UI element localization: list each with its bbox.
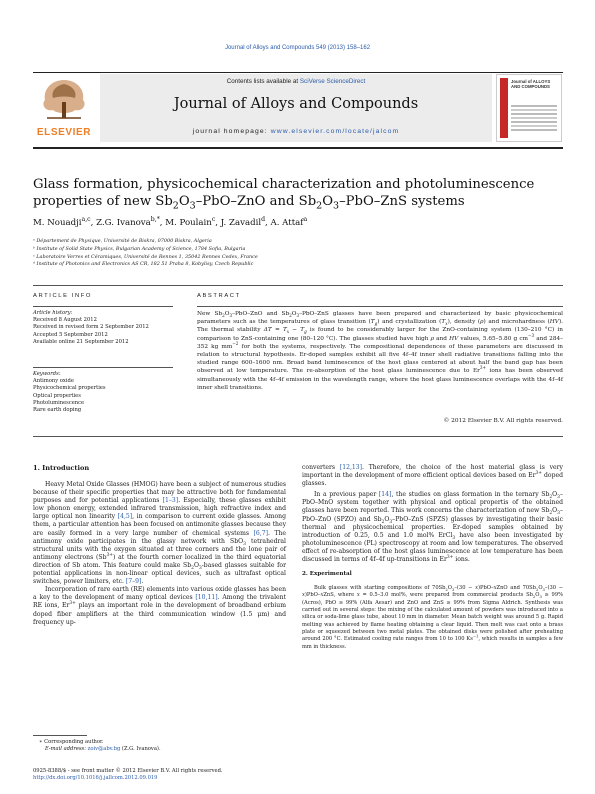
intro-paragraph-3: converters [12,13]. Therefore, the choice of the host material glass is very important in the development of more efficient optical devices based on $Er^{3+}$ doped glasses. xyxy=(302,464,563,488)
email-line xyxy=(33,746,286,753)
masthead-top-rule xyxy=(33,72,563,73)
intro-paragraph-2: Incorporation of rare earth (RE) elements into various oxide glasses has been a key to the development of many optical devices [10,11]. Among the trivalent RE ions, $Er^{3+}$ plays an important role in the development of broadband erbium doped fiber amplifiers at the third communication window (1.5 μm) and frequency up- xyxy=(33,586,286,626)
abstract-bottom-rule xyxy=(33,436,563,437)
cover-red-stripe xyxy=(500,78,508,138)
right-column xyxy=(302,464,563,651)
history-revised: Received in revised form 2 September 2012 xyxy=(33,324,149,331)
article-title xyxy=(33,176,563,210)
article-info-rule xyxy=(33,306,173,307)
affiliations xyxy=(33,238,563,269)
keywords-rule xyxy=(33,367,173,368)
copyright: © 2012 Elsevier B.V. All rights reserved. xyxy=(443,418,563,424)
doi-link[interactable]: http://dx.doi.org/10.1016/j.jallcom.2012.09.019 xyxy=(33,775,158,782)
homepage-link[interactable]: www.elsevier.com/locate/jalcom xyxy=(270,128,400,135)
intro-paragraph-4: In a previous paper [14], the studies on glass formation in the ternary $Sb_2O_3-PbO$–MnO system together with physical and optical propertis of the obtained glasses have been reported. This work concerns the characterization of new $Sb_2O_3-PbO$–ZnO (SPZO) and $Sb_2O_3-PbO$–ZnS (SPZS) glasses by investigating their basic thermal and physicochemical properties. Er-doped samples obtained by introduction of 0.25, 0.5 and 1.0 mol% ErCl$_3$ have also been investigated by photoluminescence (PL) spectroscopy at room and low temperatures. The observed effect of re-absorption of the host glass luminescence at low temperature has been discussed in terms of 4f–4f up-transitions in $Er^{3+}$ ions. xyxy=(302,491,563,564)
history-received: Received 8 August 2012 xyxy=(33,317,97,324)
abstract xyxy=(197,293,564,424)
masthead-bottom-rule xyxy=(33,147,563,149)
journal-citation[interactable]: Journal of Alloys and Compounds 549 (2013) 158–162 xyxy=(224,45,371,51)
history-accepted: Accepted 5 September 2012 xyxy=(33,331,108,338)
info-top-rule xyxy=(33,285,563,286)
article-info-heading: ARTICLE INFO xyxy=(33,293,93,299)
affiliation-a: ᵃ Département de Physique, Université de Biskra, 07000 Biskra, Algeria xyxy=(33,238,212,244)
left-column xyxy=(33,464,286,627)
homepage-prefix: journal homepage: xyxy=(192,128,271,135)
email-suffix: (Z.G. Ivanova). xyxy=(120,746,161,753)
abstract-rule xyxy=(197,306,563,307)
footnote-rule xyxy=(33,735,87,736)
affiliation-c: ᶜ Laboratoire Verres et Céramiques, Université de Rennes 1, 35042 Rennes Cedex, France xyxy=(33,253,258,260)
keyword: Physicochemical properties xyxy=(33,385,106,392)
title-line-1: Glass formation, physicochemical characterization and photoluminescence xyxy=(33,177,535,192)
title-line-2: properties of new $Sb_2O_3-PbO$–ZnO and $Sb_2O_3-PbO$–ZnS systems xyxy=(33,194,465,212)
email-label: E-mail address: xyxy=(45,746,88,753)
experimental-heading: 2. Experimental xyxy=(302,571,352,578)
elsevier-wordmark: ELSEVIER xyxy=(36,127,92,138)
elsevier-tree-icon xyxy=(33,74,95,122)
keyword: Photoluminescence xyxy=(33,399,85,406)
journal-homepage xyxy=(100,128,492,135)
keyword: Antimony oxide xyxy=(33,378,74,385)
experimental-text: Bulk glasses with starting compositions of $70Sb_2O_3-(30$ − x)PbO–xZnO and $70Sb_2O_3-(30$ − x)PbO–xZnS, where x = 0.5–3.0 mol%, were prepared from commercial products $Sb_2O_3 \ge 99\%$ (Acros), PbO ≥ 99% (Alfa Aesar) and ZnO and ZnS ≥ 99% from Sigma Aldrich. Synthesis was carried out in several steps: the mixing of the calculated amount of powders was introduced into a silica or soda-lime glass tube, about 10 mm in diameter. Mean batch weight was around 5 g. Rapid melting was achieved by flame heating obtaining a clear liquid. Then melt was cast onto a brass plate or squeezed between two metal plates. The obtained disks were polished after preheating around 200 °C. Estimated cooling rate ranges from 10 to 100 $Ks^{-1}$, which results in samples a few mm in thickness. xyxy=(302,585,564,650)
abstract-text: New $Sb_2O_3-PbO$–ZnO and $Sb_2O_3-PbO$–ZnS glasses have been prepared and characterized by basic physicochemical parameters such as the temperatures of glass transition $(T_g)$ and crystallization $(T_x)$, density (ρ) and microhardness (HV). The thermal stability $\Delta T = T_x - T_g$ is found to be considerably larger for the ZnO-containing system (130–210 °C) in comparison to ZnS-containing one (80–120 °C). The glasses studied have high ρ and HV values, 5.65–5.80 g $cm^{-3}$ and 284–352 kg $mm^{-2}$ for both the systems, respectively. The compositional dependences of these parameters are discussed in relation to structural hypothesis. Er-doped samples exhibit all five 4f–4f inner shell radiative transitions falling into the studied range 600–1600 nm. Broad band luminescence of the host glass centered at about half the band gap has been observed at low temperature. The re-absorption of the host glass luminescence due to $Er^{3+}$ ions has been observed simultaneously with the 4f–4f emission in the wavelength range, where the host glass luminescence overlaps with the 4f–4f inner shell transitions. xyxy=(197,311,564,391)
keywords-label: Keywords: xyxy=(33,371,61,377)
intro-paragraph-1: Heavy Metal Oxide Glasses (HMOG) have been a subject of numerous studies because of their specific properties that may be attractive both for fundamental purposes and for potential applications [1–3]. Especially, these glasses exhibit low phonon energy, extended infrared transmission, high refractive index and large optical non linearity [4,5], in comparison to current oxide glasses. Among them, a particular attention has been focused on antimonite glasses because they are easily formed in a very large number of chemical systems [6,7]. The antimony oxide participates in the glassy network with SbO$_3$ tetrahedral structural units with the oxygen situated at three corners and the lone pair of antimony electrons $(Sb^{3+})$ at the fourth corner localized in the third equatorial direction of Sb atom. This feature could make $Sb_2O_3$-based glasses suitable for potential applications in non-linear optical devices, such as ultrafast optical switches, power limiters, etc. [7–9]. xyxy=(33,481,287,586)
contents-line xyxy=(100,78,492,85)
elsevier-logo xyxy=(33,74,95,138)
introduction-heading: 1. Introduction xyxy=(33,464,90,472)
affiliation-b: ᵇ Institute of Solid State Physics, Bulgarian Academy of Science, 1784 Sofia, Bulgaria xyxy=(33,245,246,252)
cover-title: Journal of ALLOYS AND COMPOUNDS xyxy=(511,79,551,89)
contents-prefix: Contents lists available at xyxy=(226,78,300,85)
affiliation-d: ᵈ Institute of Photonics and Electronics AS CR, 182 51 Praha 8, Kobylisy, Czech Republic xyxy=(33,261,254,268)
footnote xyxy=(33,739,286,753)
journal-name: Journal of Alloys and Compounds xyxy=(173,96,419,112)
authors: M. Nouadji$^{a,c}$, Z.G. Ivanova$^{b,*}$, M. Poulain$^c$, J. Zavadil$^d$, A. Attaf$^a$ xyxy=(33,216,308,228)
journal-cover xyxy=(496,74,562,142)
footer xyxy=(33,768,333,782)
corresponding-author: ∗ Corresponding author. xyxy=(39,739,104,745)
masthead-band xyxy=(100,74,492,142)
keyword: Rare earth doping xyxy=(33,407,82,414)
sciencedirect-link[interactable]: SciVerse ScienceDirect xyxy=(299,78,366,85)
article-info xyxy=(33,293,173,414)
issn-line: 0925-8388/$ - see front matter © 2012 Elsevier B.V. All rights reserved. xyxy=(33,768,223,774)
abstract-heading: ABSTRACT xyxy=(197,293,241,299)
history-online: Available online 21 September 2012 xyxy=(33,338,129,345)
email-link[interactable]: zoiv@abv.bg xyxy=(87,746,121,753)
keyword: Optical properties xyxy=(33,392,81,399)
history-label: Article history: xyxy=(33,310,73,316)
